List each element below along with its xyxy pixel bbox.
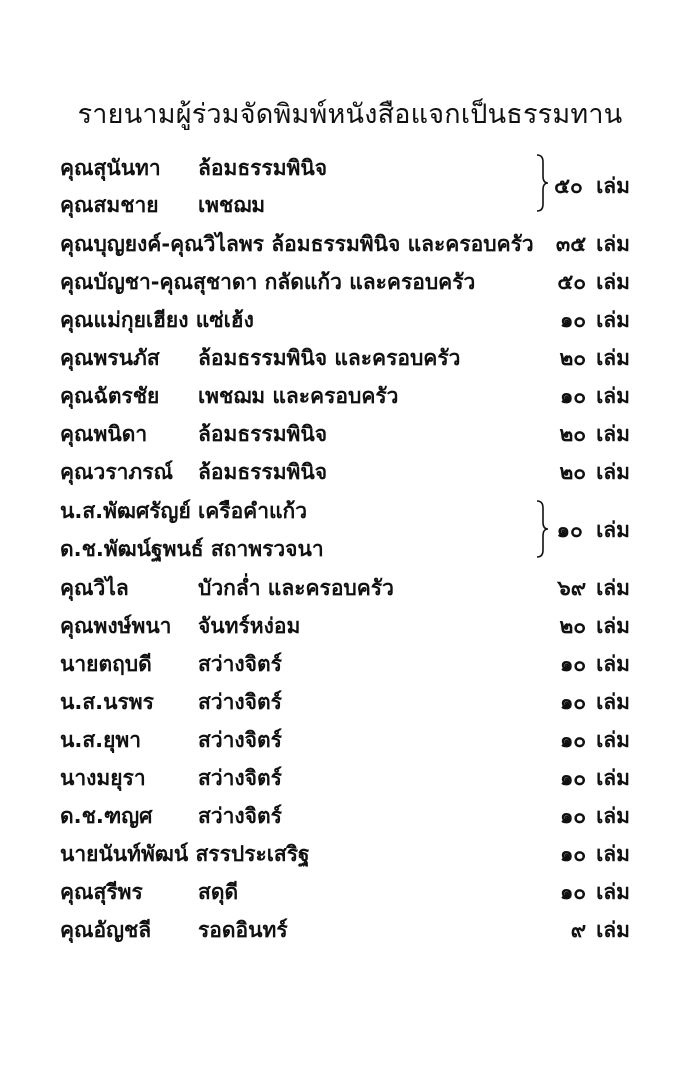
quantity-unit: เล่ม xyxy=(596,614,630,638)
donor-quantity xyxy=(559,456,630,489)
quantity-number: ๑๐ xyxy=(559,308,587,332)
quantity-number: ๑๐ xyxy=(559,690,587,714)
donor-surname: ล้อมธรรมพินิจ xyxy=(198,156,328,180)
quantity-number: ๑๐ xyxy=(559,766,587,790)
donor-surname: สว่างจิตร์ xyxy=(198,690,282,714)
quantity-unit: เล่ม xyxy=(596,652,630,676)
donor-name: คุณอัญชลี xyxy=(60,918,152,942)
donor-fullname: คุณบุญยงค์-คุณวิไลพร ล้อมธรรมพินิจ และครอบครัว xyxy=(60,232,534,256)
donor-surname: ล้อมธรรมพินิจ และครอบครัว xyxy=(198,346,461,370)
donor-row xyxy=(60,724,630,756)
donor-row xyxy=(60,762,630,794)
donor-fullname: คุณแม่กุยเฮียง แซ่เฮ้ง xyxy=(60,308,254,332)
quantity-unit: เล่ม xyxy=(596,842,630,866)
quantity-number: ๒๐ xyxy=(559,346,587,370)
donor-quantity xyxy=(559,418,630,451)
quantity-number: ๒๐ xyxy=(559,614,587,638)
donor-surname: สว่างจิตร์ xyxy=(198,652,282,676)
quantity-unit: เล่ม xyxy=(596,690,630,714)
donor-surname: บัวกล่ำ และครอบครัว xyxy=(198,576,394,600)
donor-name: คุณพนิดา xyxy=(60,422,148,446)
quantity-unit: เล่ม xyxy=(596,270,630,294)
quantity-number: ๑๐ xyxy=(556,518,583,542)
donor-name: น.ส.ยุพา xyxy=(60,728,142,752)
donor-surname: เพชฌม และครอบครัว xyxy=(198,384,399,408)
donor-quantity xyxy=(560,380,630,413)
donor-fullname: นายนันท์พัฒน์ สรรประเสริฐ xyxy=(60,842,310,866)
quantity-unit: เล่ม xyxy=(596,174,630,198)
donor-surname: ล้อมธรรมพินิจ xyxy=(198,460,328,484)
donor-row xyxy=(60,648,630,680)
donor-surname: ล้อมธรรมพินิจ xyxy=(198,422,328,446)
donor-quantity xyxy=(560,838,630,871)
donor-surname: สว่างจิตร์ xyxy=(198,804,282,828)
quantity-unit: เล่ม xyxy=(596,460,630,484)
donor-quantity xyxy=(560,800,630,833)
donor-row xyxy=(60,876,630,908)
donor-name: คุณวิไล xyxy=(60,576,129,600)
donor-surname: เพชฌม xyxy=(198,193,266,217)
donor-name: ด.ช.ฑญศ xyxy=(60,804,153,828)
donor-row xyxy=(60,914,630,946)
quantity-number: ๕๐ xyxy=(557,270,587,294)
quantity-number: ๒๐ xyxy=(559,422,587,446)
donor-row xyxy=(60,228,630,260)
donor-row xyxy=(60,800,630,832)
donor-name: นางมยุรา xyxy=(60,766,146,790)
donor-quantity xyxy=(556,228,630,261)
quantity-unit: เล่ม xyxy=(596,518,630,542)
donor-fullname: ด.ช.พัฒน์ฐพนธ์ สถาพรวจนา xyxy=(60,537,324,561)
quantity-number: ๑๐ xyxy=(559,804,587,828)
donor-surname: สว่างจิตร์ xyxy=(198,728,282,752)
quantity-number: ๑๐ xyxy=(559,652,587,676)
donor-quantity xyxy=(559,342,630,375)
donor-name: นายตฤบดี xyxy=(60,652,152,676)
donor-row xyxy=(60,304,630,336)
quantity-unit: เล่ม xyxy=(596,576,630,600)
donor-row xyxy=(60,342,630,374)
donor-name: คุณพรนภัส xyxy=(60,346,160,370)
quantity-number: ๑๐ xyxy=(559,842,587,866)
donor-row xyxy=(60,686,630,718)
donor-quantity xyxy=(559,610,630,643)
donor-quantity xyxy=(560,762,630,795)
quantity-number: ๙ xyxy=(570,918,587,942)
donor-surname: สว่างจิตร์ xyxy=(198,766,282,790)
group-quantity xyxy=(554,170,630,203)
quantity-number: ๑๐ xyxy=(559,880,587,904)
donor-surname: จันทร์หง่อม xyxy=(198,614,301,638)
donor-surname: สดุดี xyxy=(198,880,239,904)
group-brace xyxy=(535,154,547,212)
donor-quantity xyxy=(557,572,630,605)
donor-name: คุณวราภรณ์ xyxy=(60,460,173,484)
page-title: รายนามผู้ร่วมจัดพิมพ์หนังสือแจกเป็นธรรมทาน xyxy=(77,99,623,130)
quantity-unit: เล่ม xyxy=(596,918,630,942)
group-quantity xyxy=(557,514,630,547)
quantity-number: ๑๐ xyxy=(559,384,587,408)
donor-name: คุณสุนันทา xyxy=(60,156,161,180)
donor-name: น.ส.นรพร xyxy=(60,690,154,714)
donor-quantity xyxy=(560,724,630,757)
donor-row xyxy=(60,418,630,450)
donor-fullname: คุณบัญชา-คุณสุชาดา กลัดแก้ว และครอบครัว xyxy=(60,270,476,294)
donor-row xyxy=(60,610,630,642)
quantity-number: ๑๐ xyxy=(559,728,587,752)
donor-quantity xyxy=(560,304,630,337)
donor-quantity xyxy=(560,648,630,681)
donor-fullname: น.ส.พัฒศรัญย์ เครือคำแก้ว xyxy=(60,499,308,523)
donor-quantity xyxy=(557,266,630,299)
donor-row xyxy=(60,380,630,412)
donor-row xyxy=(60,572,630,604)
donor-name: คุณสุรีพร xyxy=(60,880,143,904)
quantity-unit: เล่ม xyxy=(596,766,630,790)
donor-quantity xyxy=(560,876,630,909)
donor-name: คุณฉัตรชัย xyxy=(60,384,160,408)
donor-row xyxy=(60,838,630,870)
quantity-number: ๒๐ xyxy=(559,460,587,484)
donor-quantity xyxy=(560,686,630,719)
quantity-unit: เล่ม xyxy=(596,422,630,446)
quantity-unit: เล่ม xyxy=(596,728,630,752)
donor-name: คุณพงษ์พนา xyxy=(60,614,172,638)
donor-quantity xyxy=(571,914,630,947)
group-brace xyxy=(535,500,547,558)
quantity-number: ๕๐ xyxy=(554,174,583,198)
donor-name: คุณสมชาย xyxy=(60,193,159,217)
quantity-unit: เล่ม xyxy=(596,346,630,370)
quantity-unit: เล่ม xyxy=(596,880,630,904)
quantity-number: ๓๕ xyxy=(555,232,587,256)
quantity-unit: เล่ม xyxy=(596,232,630,256)
donor-surname: รอดอินทร์ xyxy=(198,918,288,942)
quantity-unit: เล่ม xyxy=(596,804,630,828)
donor-row xyxy=(60,266,630,298)
quantity-unit: เล่ม xyxy=(596,384,630,408)
quantity-number: ๖๙ xyxy=(557,576,587,600)
quantity-unit: เล่ม xyxy=(596,308,630,332)
donor-row xyxy=(60,456,630,488)
